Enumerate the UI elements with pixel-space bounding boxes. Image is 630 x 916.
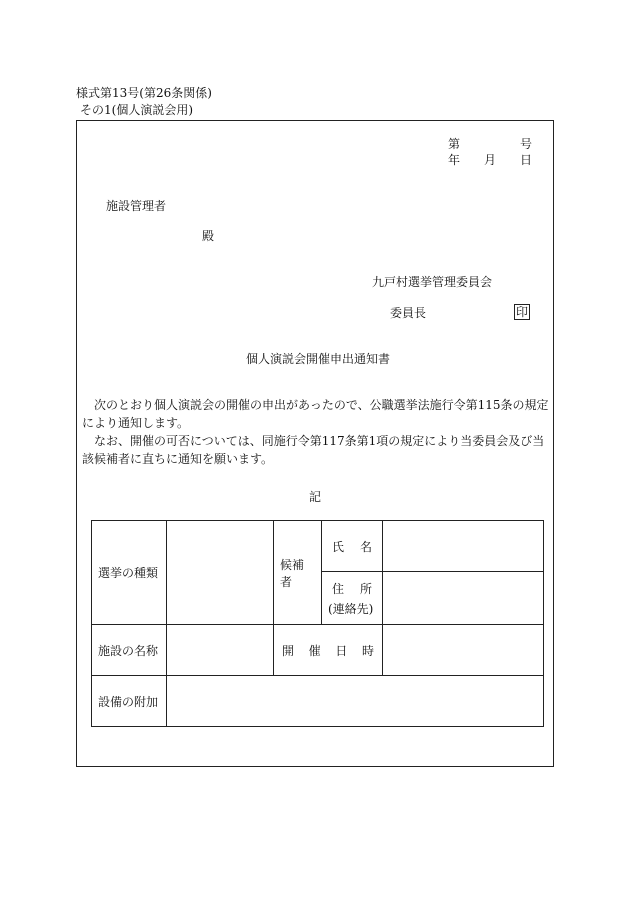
date-day: 日 [520,153,533,167]
addressee: 施設管理者 [106,199,167,213]
record-heading: 記 [309,490,322,504]
notification-table [91,520,544,727]
datetime-char-4: 時 [361,643,374,658]
honorific: 殿 [202,229,215,243]
body-paragraph-2: なお、開催の可否については、同施行令第117条第1項の規定により当委員会及び当該候補者に直ちに通知を願います。 [82,434,545,466]
name-label-2: 名 [359,539,372,554]
election-type-value [167,521,274,625]
body-paragraph-1: 次のとおり個人演説会の開催の申出があったので、公職選挙法施行令第115条の規定により通知します。 [82,398,549,430]
datetime-char-2: 催 [308,643,321,658]
election-type-label: 選挙の種類 [92,521,167,625]
form-number: 様式第13号(第26条関係) [76,86,212,100]
seal-mark: 印 [515,305,528,319]
address-note: (連絡先) [328,601,374,616]
facility-name-label: 施設の名称 [92,625,167,676]
equipment-value [167,676,544,727]
candidate-address-label [322,572,383,625]
name-label-1: 氏 [332,539,345,554]
event-datetime-value [383,625,544,676]
address-label-2: 所 [359,581,372,596]
facility-name-value [167,625,274,676]
event-datetime-label [274,625,383,676]
issuer-title: 委員長 [390,306,427,320]
candidate-address-value [383,572,544,625]
number-prefix: 第 [448,137,461,151]
datetime-char-3: 日 [335,643,348,658]
date-month: 月 [484,153,497,167]
form-variant: その1(個人演説会用) [80,103,193,117]
candidate-name-label [322,521,383,572]
issuer-org: 九戸村選挙管理委員会 [372,275,493,289]
date-year: 年 [448,153,461,167]
candidate-label: 候補者 [274,521,322,625]
equipment-label: 設備の附加 [92,676,167,727]
number-suffix: 号 [520,137,533,151]
candidate-name-value [383,521,544,572]
document-title: 個人演説会開催申出通知書 [246,352,391,366]
datetime-char-1: 開 [282,643,295,658]
address-label-1: 住 [332,581,345,596]
